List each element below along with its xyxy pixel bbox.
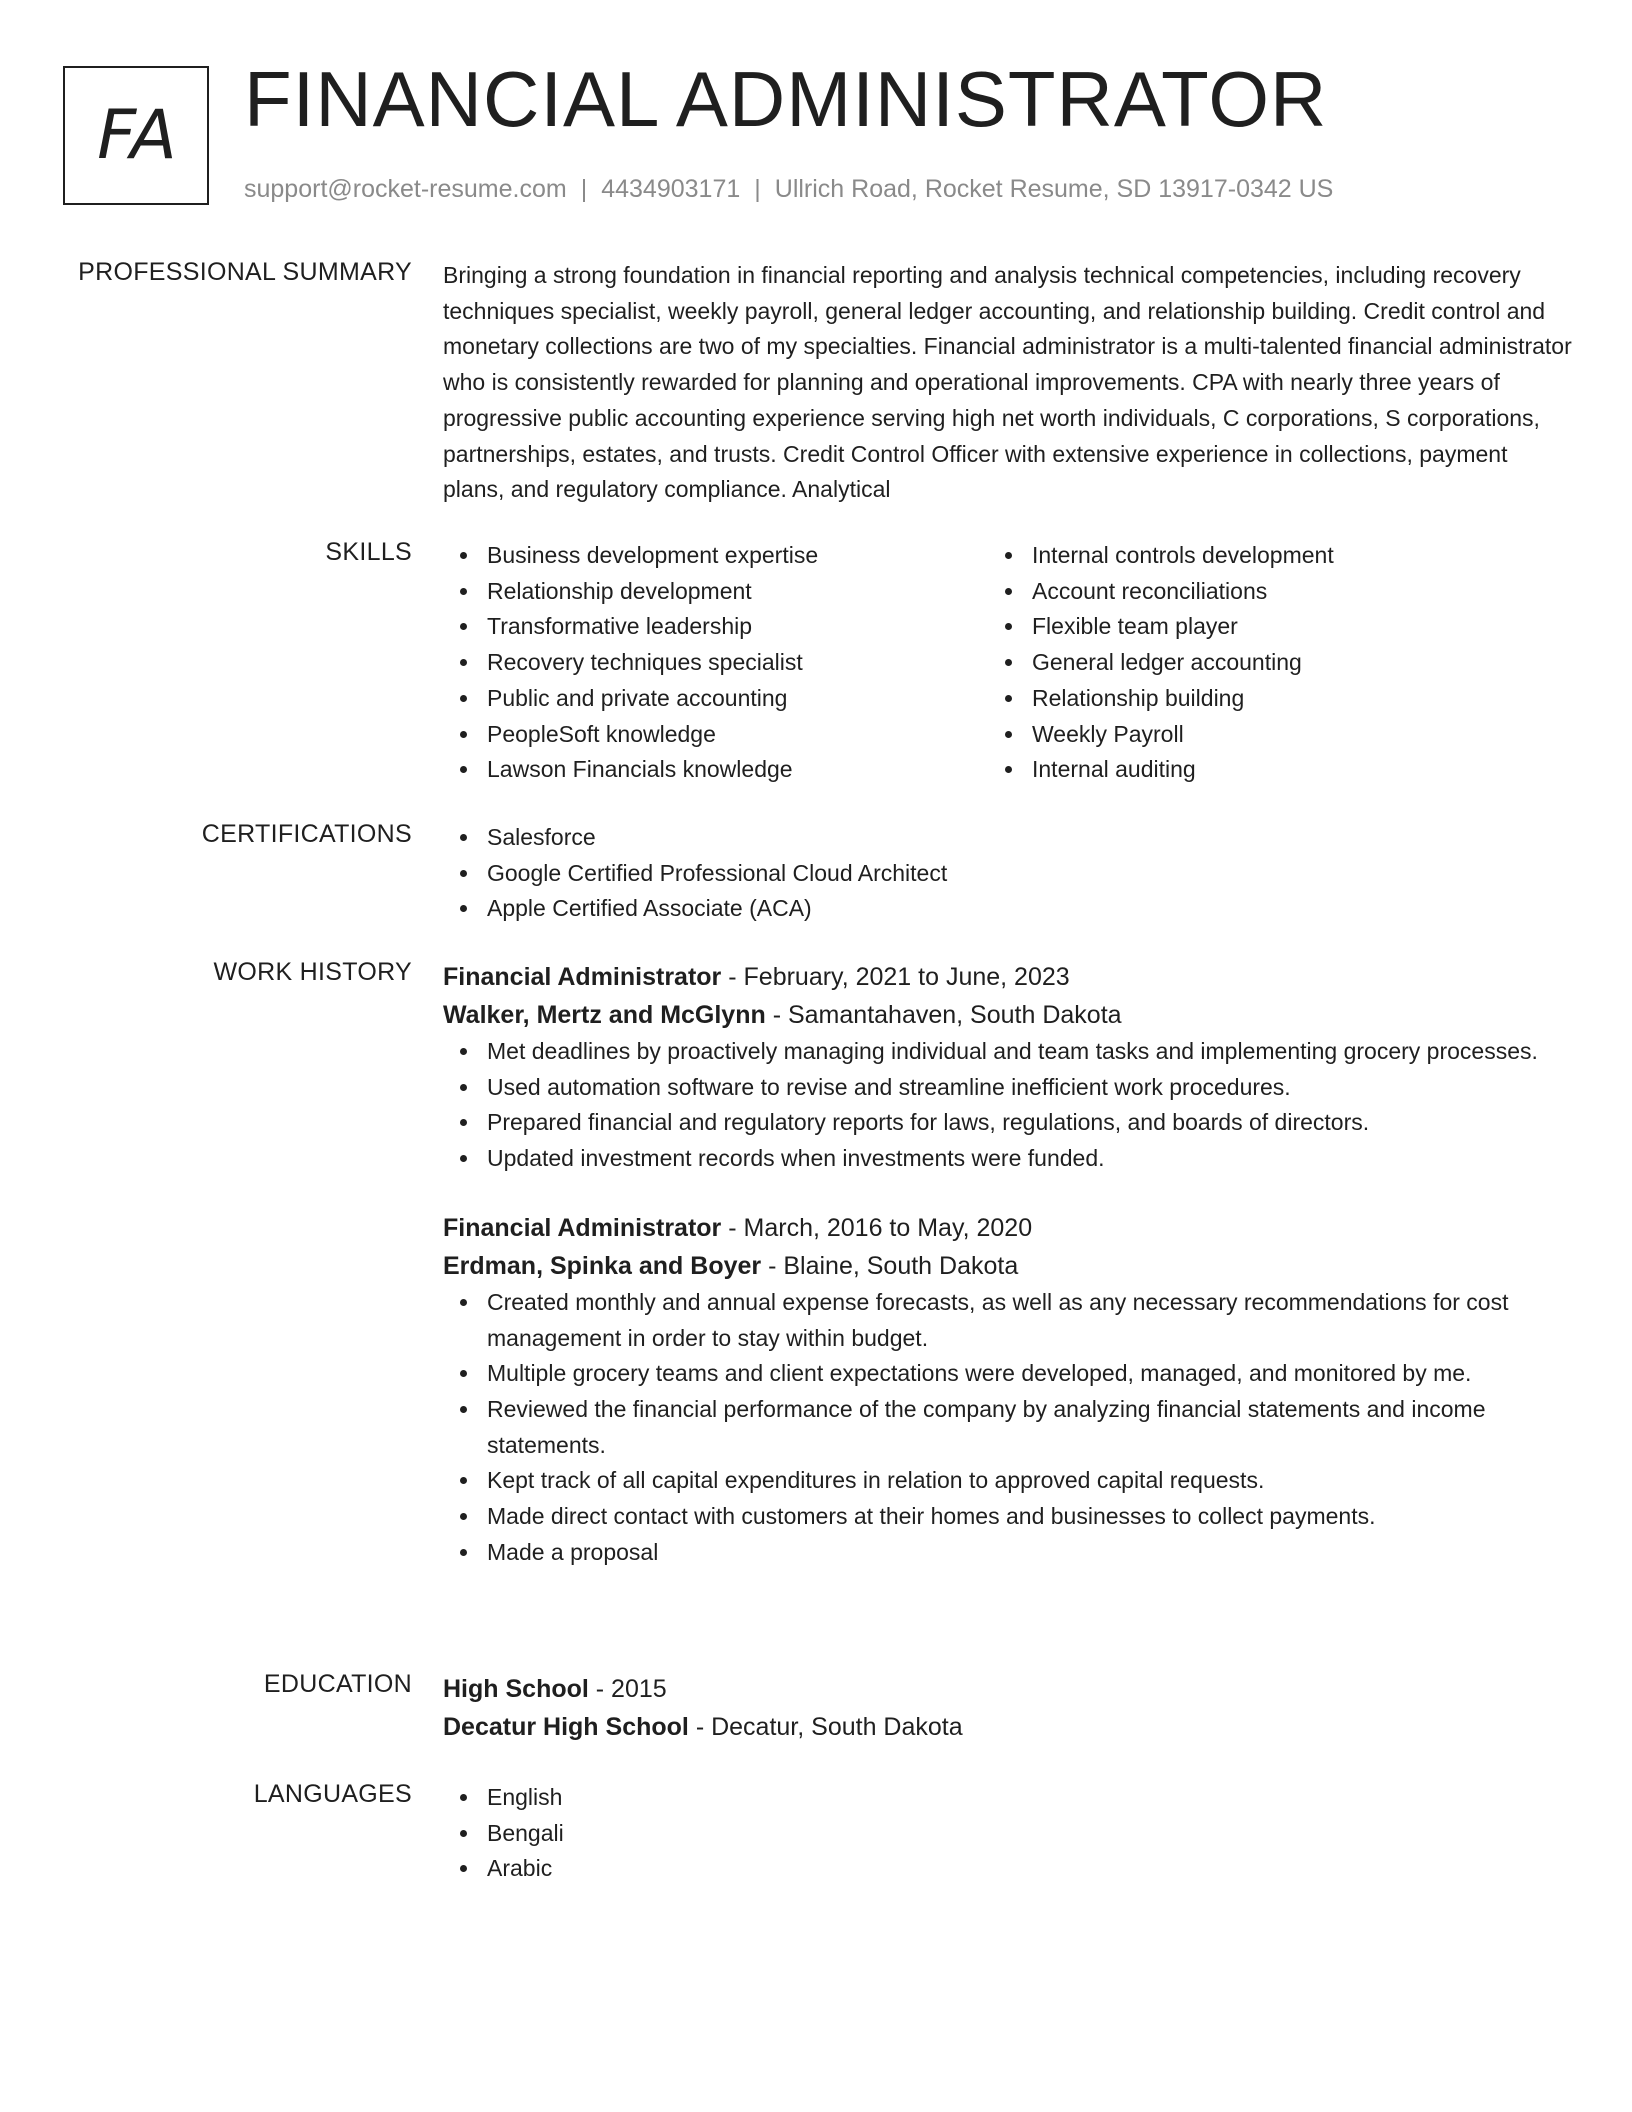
contact-separator: |	[754, 175, 761, 203]
skills-heading: SKILLS	[325, 538, 412, 566]
contact-line	[244, 175, 1333, 204]
contact-separator: |	[580, 175, 588, 203]
contact-email: support@rocket-resume.com	[244, 175, 567, 203]
summary-body	[443, 258, 1573, 508]
work-history-body	[443, 958, 1573, 1570]
skills-columns	[443, 538, 1573, 788]
certifications-body	[443, 820, 1573, 927]
education-location: - Decatur, South Dakota	[688, 1713, 963, 1741]
job-bullet: Reviewed the financial performance of the company by analyzing financial statements and income statements.	[443, 1392, 1573, 1463]
job-bullet: Met deadlines by proactively managing individual and team tasks and implementing grocery processes.	[443, 1034, 1573, 1070]
certification-item: Google Certified Professional Cloud Architect	[443, 856, 1573, 892]
skill-item: Relationship development	[443, 574, 988, 610]
monogram-box	[63, 66, 209, 205]
job-title: Financial Administrator	[443, 963, 722, 991]
summary-text: Bringing a strong foundation in financial reporting and analysis technical competencies, including recovery techniques specialist, weekly payroll, general ledger accounting, and relationship building. Credit control and monetary collections are two of my specialties. Financial administrator is a multi-talented financial administrator who is consistently rewarded for planning and operational improvements. CPA with nearly three years of progressive public accounting experience serving high net worth individuals, C corporations, S corporations, partnerships, estates, and trusts. Credit Control Officer with extensive experience in collections, payment plans, and regulatory compliance. Analytical	[443, 262, 1572, 503]
job-bullet-list	[443, 1034, 1573, 1177]
job-bullet: Kept track of all capital expenditures in relation to approved capital requests.	[443, 1463, 1573, 1499]
job-bullet: Used automation software to revise and streamline inefficient work procedures.	[443, 1070, 1573, 1106]
language-item: Bengali	[443, 1816, 1573, 1852]
education-heading: EDUCATION	[263, 1670, 412, 1698]
skills-list-left	[443, 538, 988, 788]
education-school: Decatur High School	[443, 1713, 689, 1741]
job-location: - Samantahaven, South Dakota	[765, 1001, 1122, 1029]
job-entry	[443, 958, 1573, 1177]
certification-item: Apple Certified Associate (ACA)	[443, 891, 1573, 927]
job-company: Walker, Mertz and McGlynn	[443, 1001, 766, 1029]
job-company: Erdman, Spinka and Boyer	[443, 1251, 762, 1280]
certifications-list	[443, 820, 1573, 927]
job-bullet-list	[443, 1285, 1573, 1571]
job-bullet: Multiple grocery teams and client expectations were developed, managed, and monitored by me.	[443, 1356, 1573, 1392]
job-bullet: Created monthly and annual expense forecasts, as well as any necessary recommendations for cost management in order to stay within budget.	[443, 1285, 1573, 1356]
language-item: Arabic	[443, 1851, 1573, 1887]
education-school-line	[443, 1708, 1573, 1746]
work-history-heading: WORK HISTORY	[213, 958, 412, 986]
summary-heading: PROFESSIONAL SUMMARY	[78, 258, 412, 286]
job-title-line	[443, 1209, 1573, 1247]
job-company-line	[443, 996, 1573, 1034]
skill-item: PeopleSoft knowledge	[443, 717, 988, 753]
job-title: Financial Administrator	[443, 1213, 722, 1242]
page-title: FINANCIAL ADMINISTRATOR	[244, 55, 1328, 143]
skills-body	[443, 538, 1573, 788]
education-year: - 2015	[588, 1675, 667, 1703]
job-dates: - March, 2016 to May, 2020	[721, 1213, 1033, 1242]
certifications-heading: CERTIFICATIONS	[201, 820, 412, 848]
job-bullet: Made a proposal	[443, 1535, 1573, 1571]
languages-body	[443, 1780, 1573, 1887]
contact-phone: 4434903171	[601, 175, 741, 203]
education-degree: High School	[443, 1675, 589, 1703]
job-bullet: Made direct contact with customers at their homes and businesses to collect payments.	[443, 1499, 1573, 1535]
language-item: English	[443, 1780, 1573, 1816]
certification-item: Salesforce	[443, 820, 1573, 856]
skill-item: Internal controls development	[988, 538, 1533, 574]
job-dates: - February, 2021 to June, 2023	[721, 963, 1070, 991]
education-body	[443, 1670, 1573, 1746]
contact-address: Ullrich Road, Rocket Resume, SD 13917-0342 US	[774, 175, 1334, 203]
job-bullet: Prepared financial and regulatory reports for laws, regulations, and boards of directors.	[443, 1105, 1573, 1141]
skill-item: General ledger accounting	[988, 645, 1533, 681]
skill-item: Lawson Financials knowledge	[443, 752, 988, 788]
skill-item: Account reconciliations	[988, 574, 1533, 610]
skill-item: Internal auditing	[988, 752, 1533, 788]
skill-item: Recovery techniques specialist	[443, 645, 988, 681]
job-entry	[443, 1209, 1573, 1571]
skill-item: Business development expertise	[443, 538, 988, 574]
skill-item: Weekly Payroll	[988, 717, 1533, 753]
skill-item: Relationship building	[988, 681, 1533, 717]
job-bullet: Updated investment records when investments were funded.	[443, 1141, 1573, 1177]
education-degree-line	[443, 1670, 1573, 1708]
monogram-initials: FA	[97, 96, 175, 175]
languages-list	[443, 1780, 1573, 1887]
job-title-line	[443, 958, 1573, 996]
job-company-line	[443, 1247, 1573, 1285]
languages-heading: LANGUAGES	[253, 1780, 412, 1808]
job-location: - Blaine, South Dakota	[761, 1251, 1019, 1280]
skill-item: Flexible team player	[988, 609, 1533, 645]
skill-item: Public and private accounting	[443, 681, 988, 717]
skills-list-right	[988, 538, 1533, 788]
skill-item: Transformative leadership	[443, 609, 988, 645]
